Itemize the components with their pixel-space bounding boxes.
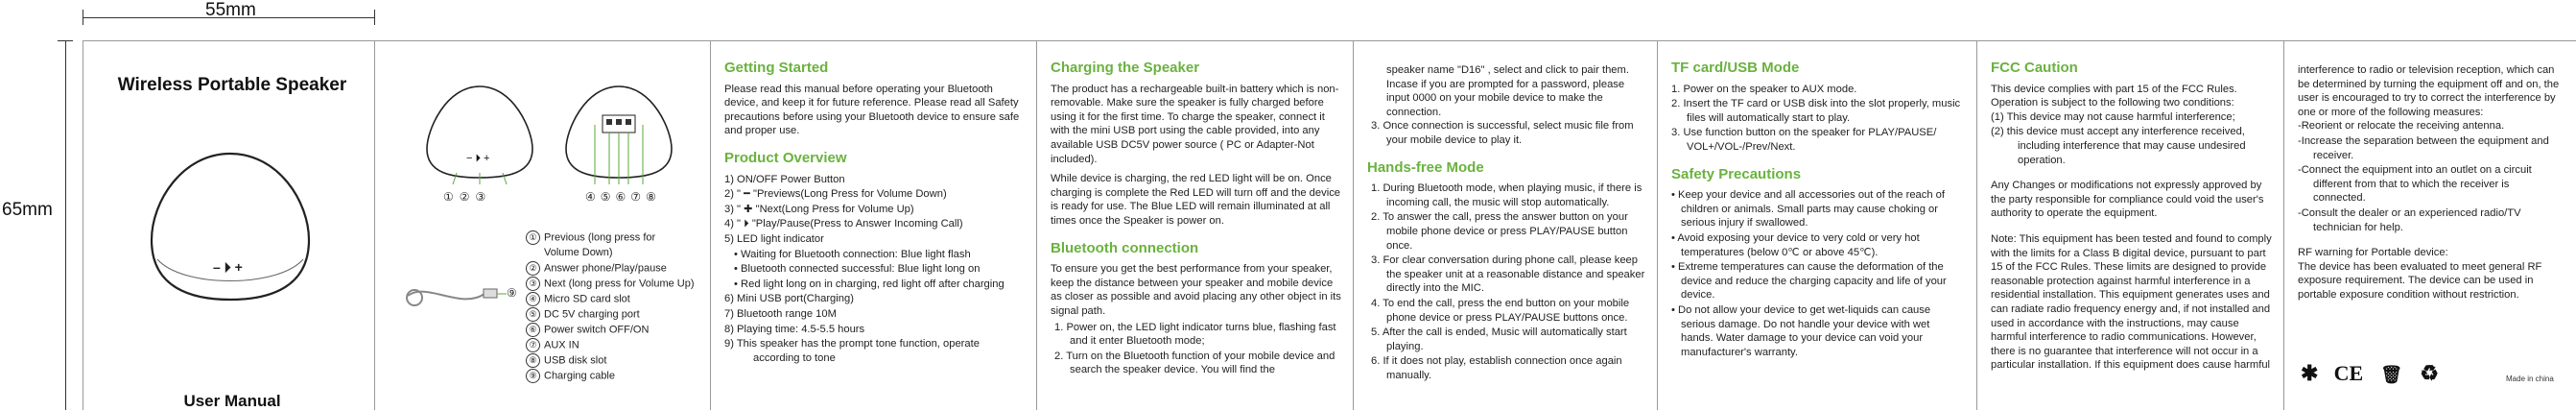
panel-getting-started [711, 40, 1036, 410]
list-item: (1) This device may not cause harmful interference; [1991, 110, 2235, 123]
heading-tf-card: TF card/USB Mode [1671, 60, 1800, 76]
diagram-callouts-right [585, 190, 661, 204]
list-item: 1) ON/OFF Power Button [724, 173, 845, 185]
cable-callout: ⑨ [507, 286, 517, 300]
charging-text-2: While device is charging, the red LED light will be on. Once charging is complete the Red LED will turn off and the device is ready for use. The Blue LED will remain illuminated at all times once the Speaker is power on. [1051, 173, 1341, 227]
fcc-text-2: Any Changes or modifications not expressly approved by the party responsible for compliance could void the user's authority to operate the equipment. [1991, 180, 2264, 220]
speaker-front-buttons: – ⏵ + [213, 259, 243, 275]
fcc-text-1: This device complies with part 15 of the FCC Rules. Operation is subject to the following two conditions: [1991, 83, 2237, 109]
list-item: 2. Insert the TF card or USB disk into the slot properly, music files will automatically start to play. [1671, 98, 1961, 124]
list-item: 6) Mini USB port(Charging) [724, 293, 854, 305]
overview-list [724, 173, 1025, 247]
list-item: 1. During Bluetooth mode, when playing music, if there is incoming call, the music will stop automatically. [1371, 182, 1642, 208]
list-item: 4) " ⏵ "Play/Pause(Press to Answer Incoming Call) [724, 218, 963, 230]
callout-5: ⑤ [600, 190, 616, 204]
bluetooth-step-3 [1367, 119, 1645, 147]
list-item: 3) " ✚ "Next(Long Press for Volume Up) [724, 203, 914, 215]
list-item: • Extreme temperatures can cause the deformation of the device and reduce the charging capacity and life of your device. [1671, 261, 1947, 302]
callout-4: ④ [585, 190, 601, 204]
panel-tf-card [1658, 40, 1976, 410]
rf-warning-title: RF warning for Portable device: [2298, 247, 2448, 259]
made-in-label: Made in china [2506, 375, 2554, 383]
list-item: 3. Use function button on the speaker for PLAY/PAUSE/ VOL+/VOL-/Prev/Next. [1671, 127, 1937, 153]
list-item: 2. To answer the call, press the answer button on your mobile phone device or press PLAY/PAUSE button once. [1371, 211, 1628, 252]
list-item: • Waiting for Bluetooth connection: Blue light flash [734, 248, 971, 260]
weee-bin-icon: 🗑 [2380, 365, 2403, 384]
part-item: Volume Down) [544, 247, 613, 258]
charging-cable-illustration [403, 277, 508, 315]
getting-started-text: Please read this manual before operating your Bluetooth device, and keep it for future reference. Please read all Safety precautions before using your Bluetooth device to ensure safe and proper use. [724, 83, 1020, 137]
callout-6: ⑥ [615, 190, 631, 204]
fcc-text-3: Note: This equipment has been tested and found to comply with the limits for a Class B digital device, pursuant to part 15 of the FCC Rules. These limits are designed to provide reasonable protection against harmful interference in a residential installation. This equipment generates uses and can radiate radio frequency energy and, if not installed and used in accordance with the instructions, may cause harmful interference to radio communications. However, there is no guarantee that interference will not occur in a particular installation. If this equipment does cause harmful [1991, 232, 2272, 372]
width-dimension-tick-right [374, 10, 375, 25]
list-item: • Keep your device and all accessories out of the reach of children or animals. Small parts may cause choking or serious injury if swallowed. [1671, 189, 1946, 230]
panel-fcc [1977, 40, 2283, 410]
part-item: ③ Next (long press for Volume Up) [526, 277, 695, 292]
cover-title: Wireless Portable Speaker [117, 75, 347, 95]
bluetooth-text: To ensure you get the best performance from your speaker, keep the distance between your speaker and mobile device as closer as possible and avoid placing any other object in its signal path. [1051, 263, 1341, 317]
speaker-front-illustration [144, 144, 317, 307]
list-item: 1. Power on, the LED light indicator turns blue, flashing fast and it enter Bluetooth mode; [1054, 321, 1336, 348]
list-item: • Avoid exposing your device to very cold or very hot temperatures (below 0℃ or above 45℃). [1671, 231, 1920, 258]
height-dimension-line [65, 40, 66, 410]
list-item: 2) " ━ "Previews(Long Press for Volume Down) [724, 188, 947, 201]
list-item: 3. Once connection is successful, select music file from your mobile device to play it. [1371, 120, 1634, 146]
part-item: ⑦ AUX IN [526, 338, 695, 353]
tf-steps [1671, 83, 1965, 155]
list-item: (2) this device must accept any interference received, including interference that may cause undesired operation. [1991, 126, 2246, 166]
rf-warning-text: The device has been evaluated to meet general RF exposure requirement. The device can be used in portable exposure condition without restriction. [2298, 260, 2542, 301]
part-item: ⑤ DC 5V charging port [526, 307, 695, 323]
panel-hands-free [1354, 40, 1657, 410]
parts-list [526, 230, 695, 384]
charging-text-1: The product has a rechargeable built-in battery which is non-removable. Make sure the speaker is fully charged before using it for the first time. To charge the speaker, connect it with the mini USB port using the cable provided, into any available USB DC5V power source ( PC or Adapter-Not included). [1051, 83, 1339, 165]
overview-list-2 [724, 292, 1025, 365]
compliance-marks [2301, 361, 2439, 386]
svg-text:− ⏵ +: − ⏵ + [466, 153, 490, 164]
panel-charging [1037, 40, 1353, 410]
list-item: • Bluetooth connected successful: Blue light long on [734, 263, 981, 276]
diagram-callouts-left [443, 190, 491, 204]
list-item: 2. Turn on the Bluetooth function of your mobile device and search the speaker device. You will find the [1054, 350, 1335, 376]
fcc-measures [2298, 119, 2564, 234]
list-item: • Red light long on in charging, red light off after charging [734, 278, 1004, 290]
speaker-top-diagram [422, 77, 537, 192]
callout-8: ⑧ [646, 190, 661, 204]
callout-7: ⑦ [630, 190, 647, 204]
list-item: -Consult the dealer or an experienced radio/TV technician for help. [2298, 206, 2521, 233]
list-item: 1. Power on the speaker to AUX mode. [1671, 83, 1857, 95]
heading-charging: Charging the Speaker [1051, 60, 1200, 76]
part-item: ⑨ Charging cable [526, 369, 695, 384]
bluetooth-icon: ✱ [2301, 361, 2319, 385]
part-item: ④ Micro SD card slot [526, 292, 695, 307]
safety-list [1671, 188, 1965, 359]
bluetooth-steps [1051, 321, 1341, 377]
panel-fcc-continued [2284, 40, 2576, 410]
heading-getting-started: Getting Started [724, 60, 829, 76]
part-item: ① Previous (long press for [526, 230, 695, 246]
part-item: ⑥ Power switch OFF/ON [526, 323, 695, 338]
part-item: ⑧ USB disk slot [526, 353, 695, 369]
list-item: 7) Bluetooth range 10M [724, 307, 837, 320]
list-item: 3. For clear conversation during phone call, please keep the speaker unit at a reasonable distance and speaker directly into the MIC. [1371, 254, 1645, 295]
speaker-back-diagram [556, 77, 681, 192]
list-item: 9) This speaker has the prompt tone function, operate according to tone [724, 338, 980, 364]
fcc-conditions [1991, 110, 2272, 167]
heading-safety: Safety Precautions [1671, 165, 1802, 182]
led-list [724, 248, 1025, 292]
recycle-icon: ♻ [2420, 361, 2439, 385]
callout-3: ③ [475, 190, 492, 204]
bluetooth-continued: speaker name "D16" , select and click to pair them. Incase if you are prompted for a password, please input 0000 on your mobile device to make the connection. [1386, 64, 1629, 118]
list-item: 4. To end the call, press the end button on your mobile phone device or press PLAY/PAUSE buttons once. [1371, 297, 1630, 324]
heading-product-overview: Product Overview [724, 149, 847, 166]
list-item: -Increase the separation between the equipment and receiver. [2298, 134, 2549, 161]
height-dimension-label: 65mm [2, 200, 53, 220]
hands-free-steps [1367, 181, 1645, 382]
list-item: 6. If it does not play, establish connection once again manually. [1371, 355, 1622, 381]
list-item: -Connect the equipment into an outlet on a circuit different from that to which the receiver is connected. [2298, 164, 2532, 205]
part-item: ② Answer phone/Play/pause [526, 261, 695, 277]
heading-bluetooth: Bluetooth connection [1051, 239, 1199, 256]
ce-mark-icon: CE [2333, 361, 2364, 385]
list-item: • Do not allow your device to get wet-liquids can cause serious damage. Do not handle your device with wet hands. Water damage to your device can void your manufacturer's warranty. [1671, 303, 1931, 358]
callout-2: ② [459, 190, 476, 204]
list-item: 5) LED light indicator [724, 232, 824, 245]
cover-footer: User Manual [183, 392, 281, 410]
width-dimension-label: 55mm [205, 0, 256, 20]
fcc-continued-text: interference to radio or television reception, which can be determined by turning the equipment off and on, the user is encouraged to try to correct the interference by one or more of the following measures: [2298, 64, 2560, 118]
list-item: 8) Playing time: 4.5-5.5 hours [724, 323, 865, 335]
heading-hands-free: Hands-free Mode [1367, 158, 1484, 176]
height-dimension-tick-top [58, 40, 73, 41]
list-item: -Reorient or relocate the receiving antenna. [2298, 120, 2505, 133]
callout-1: ① [443, 190, 460, 204]
list-item: 5. After the call is ended, Music will automatically start playing. [1371, 326, 1627, 352]
heading-fcc: FCC Caution [1991, 60, 2078, 76]
